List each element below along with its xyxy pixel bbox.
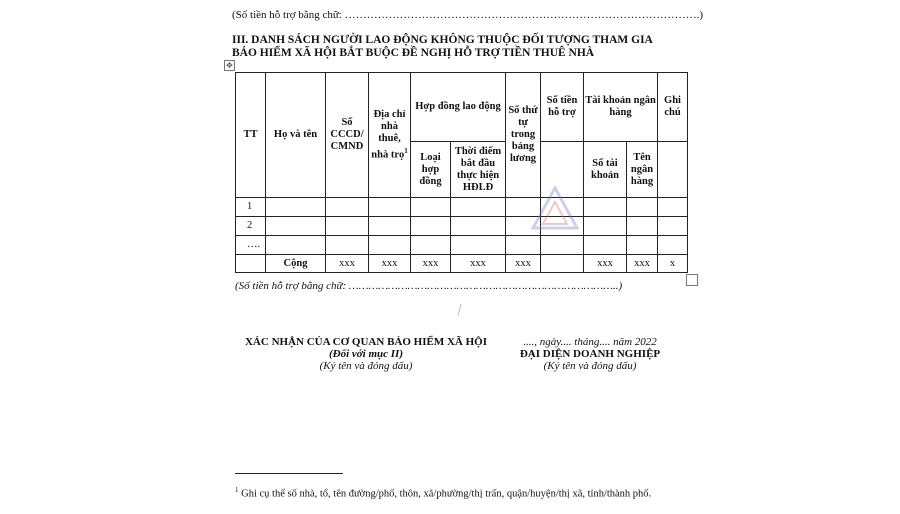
total-cell: xxx	[627, 255, 658, 273]
insurance-sign-note: (Ký tên và đóng dấu)	[319, 360, 413, 372]
amount-in-words-bottom: (Số tiền hỗ trợ bằng chữ: ………………………………………………………………………..)	[235, 280, 623, 292]
header-note: Ghi chú	[658, 73, 688, 142]
header-address: Địa chỉ nhà thuê, nhà trọ$^1$	[369, 73, 411, 198]
decorative-mark	[457, 304, 461, 316]
total-label: Cộng	[266, 255, 326, 273]
table-resize-handle-icon[interactable]	[686, 274, 698, 286]
footnote-separator	[235, 473, 343, 474]
table-row	[236, 217, 688, 236]
header-tt: TT	[236, 73, 266, 198]
date-line: ...., ngày.... tháng.... năm 2022	[523, 336, 657, 348]
header-amount: Số tiền hỗ trợ	[541, 73, 584, 142]
total-cell: xxx	[506, 255, 541, 273]
header-contract-type: Loại hợp đồng	[411, 142, 451, 198]
table-move-handle-icon[interactable]: ✥	[224, 60, 235, 71]
header-bank-name: Tên ngân hàng	[627, 142, 658, 198]
total-cell: xxx	[584, 255, 627, 273]
insurance-confirmation-block	[236, 336, 496, 372]
footnote: $^1$ Ghi cụ thể số nhà, tổ, tên đường/phố, thôn, xã/phường/thị trấn, quận/huyện/thị xã, tỉnh/thành phố.	[235, 486, 652, 500]
total-cell: xxx	[451, 255, 506, 273]
header-bank: Tài khoản ngân hàng	[584, 73, 658, 142]
header-name: Họ và tên	[266, 73, 326, 198]
section-title: III. DANH SÁCH NGƯỜI LAO ĐỘNG KHÔNG THUỘC ĐỐI TƯỢNG THAM GIA BẢO HIỂM XÃ HỘI BẮT BUỘC ĐỀ NGHỊ HỖ TRỢ TIỀN THUÊ NHÀ	[232, 34, 653, 59]
enterprise-representative-block	[500, 336, 680, 372]
header-contract-start: Thời điểm bắt đầu thực hiện HĐLĐ	[451, 142, 506, 198]
header-contract: Hợp đồng lao động	[411, 73, 506, 142]
total-cell: xxx	[369, 255, 411, 273]
row-number: 2	[236, 217, 266, 236]
enterprise-sign-note: (Ký tên và đóng dấu)	[543, 360, 637, 372]
total-cell: xxx	[326, 255, 369, 273]
header-note-sub	[658, 142, 688, 198]
total-cell: x	[658, 255, 688, 273]
header-payroll: Số thứ tự trong bảng lương	[506, 73, 541, 198]
insurance-title: XÁC NHẬN CỦA CƠ QUAN BẢO HIỂM XÃ HỘI	[244, 336, 487, 348]
header-id: Số CCCD/ CMND	[326, 73, 369, 198]
row-number: ….	[236, 236, 266, 255]
insurance-subtitle: (Đối với mục II)	[328, 348, 404, 360]
row-number: 1	[236, 198, 266, 217]
header-account-no: Số tài khoản	[584, 142, 627, 198]
employee-table	[235, 72, 688, 273]
enterprise-title: ĐẠI DIỆN DOANH NGHIỆP	[519, 348, 661, 360]
total-row	[236, 255, 688, 273]
watermark-logo-icon	[525, 182, 585, 242]
amount-in-words-top: (Số tiền hỗ trợ bằng chữ: …………………………………………………………………………………….)	[232, 9, 704, 21]
table-row	[236, 198, 688, 217]
table-row	[236, 236, 688, 255]
total-cell	[541, 255, 584, 273]
total-cell: xxx	[411, 255, 451, 273]
